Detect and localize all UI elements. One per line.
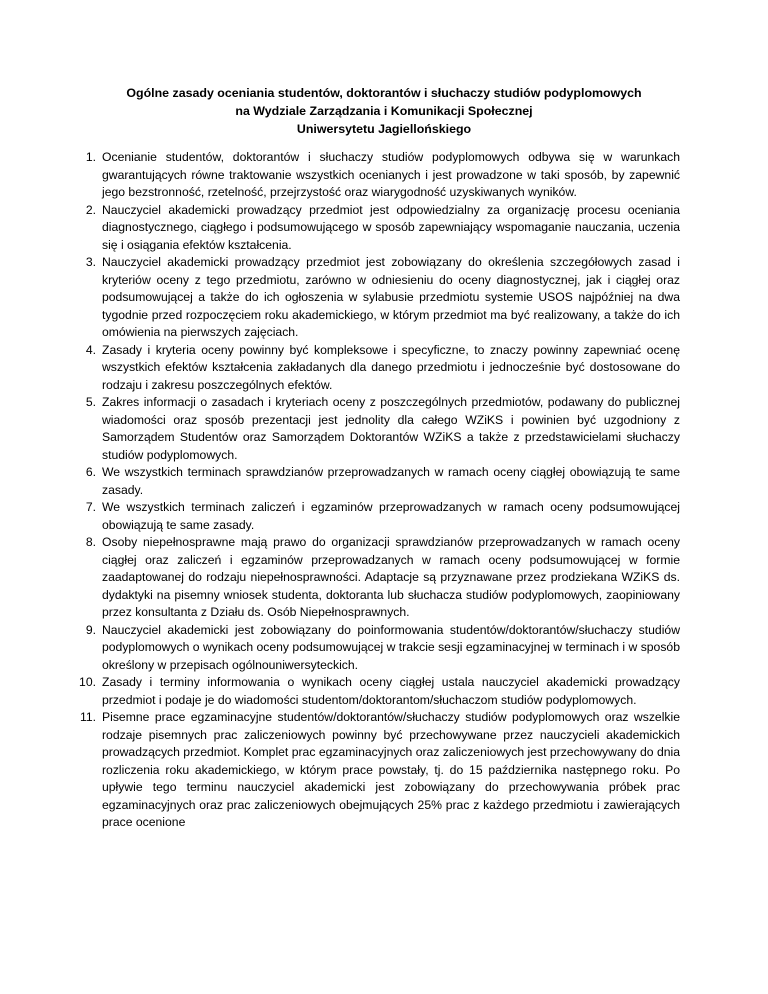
rule-item-9	[85, 622, 680, 675]
rule-text: Zasady i terminy informowania o wynikach oceny ciągłej ustala nauczyciel akademicki prowadzący przedmiot i podaje je do wiadomości studentom/doktorantom/słuchaczom studiów podyplomowych.	[102, 675, 680, 707]
rule-text: We wszystkich terminach sprawdzianów przeprowadzanych w ramach oceny ciągłej obowiązują te same zasady.	[102, 465, 680, 497]
rule-item-1	[85, 149, 680, 202]
rule-text: We wszystkich terminach zaliczeń i egzaminów przeprowadzanych w ramach oceny podsumowującej obowiązują te same zasady.	[102, 500, 680, 532]
rule-item-3	[85, 254, 680, 342]
rule-number: 9.	[85, 622, 96, 637]
rule-text: Nauczyciel akademicki prowadzący przedmiot jest odpowiedzialny za organizację procesu oceniania diagnostycznego, ciągłego i podsumowującego w sposób zapewniający wspomaganie nauczania, uczenia się i osiągania efektów kształcenia.	[102, 202, 680, 252]
rule-number: 3.	[85, 255, 96, 269]
rule-number: 7.	[85, 500, 96, 514]
document-title	[0, 84, 768, 138]
rule-text: Pisemne prace egzaminacyjne studentów/doktorantów/słuchaczy studiów podyplomowych oraz wszelkie rodzaje pisemnych prac zaliczeniowych powinny być przechowywane przez nauczycieli akademickich prowadzących przedmiot. Komplet prac egzaminacyjnych oraz zaliczeniowych jest przechowywany do dnia rozliczenia roku akademickiego, w którym prace powstały, tj. do 15 października następnego roku. Po upływie tego terminu nauczyciel akademicki jest zobowiązany do przechowywania próbek prac egzaminacyjnych oraz prac zaliczeniowych obejmujących 25% prac z każdego przedmiotu i zawierających prace ocenione	[102, 710, 680, 829]
rule-text: Osoby niepełnosprawne mają prawo do organizacji sprawdzianów przeprowadzanych w ramach oceny ciągłej oraz zaliczeń i egzaminów przeprowadzanych w ramach oceny podsumowującej w formie zaadaptowanej do rodzaju niepełnosprawności. Adaptacje są przyznawane przez prodziekana WZiKS ds. dydaktyki na pisemny wniosek studenta, doktoranta lub słuchacza studiów podyplomowych, zaopiniowany przez konsultanta z Działu ds. Osób Niepełnosprawnych.	[102, 535, 680, 619]
rule-item-4	[85, 342, 680, 395]
rule-item-5	[85, 394, 680, 464]
rule-number: 11.	[79, 710, 96, 724]
rule-item-6	[85, 464, 680, 499]
rule-number: 2.	[85, 202, 96, 217]
rule-text: Nauczyciel akademicki jest zobowiązany do poinformowania studentów/doktorantów/słuchaczy studiów podyplomowych o wynikach oceny podsumowującej w trakcie sesji egzaminacyjnej w terminach i w sposób określony w przepisach ogólnouniwersyteckich.	[102, 622, 680, 672]
rule-number: 8.	[85, 535, 96, 549]
title-line-1: Ogólne zasady oceniania studentów, doktorantów i słuchaczy studiów podyplomowych	[126, 86, 642, 100]
rule-item-8	[85, 534, 680, 622]
title-line-3: Uniwersytetu Jagiellońskiego	[296, 122, 472, 136]
rule-number: 4.	[85, 342, 96, 357]
rule-number: 6.	[85, 465, 96, 479]
rule-item-2	[85, 202, 680, 255]
rules-list	[79, 149, 680, 832]
rule-item-7	[85, 499, 680, 534]
rule-text: Nauczyciel akademicki prowadzący przedmiot jest zobowiązany do określenia szczegółowych zasad i kryteriów oceny z tego przedmiotu, zarówno w odniesieniu do oceny diagnostycznej, jak i ciągłej oraz podsumowującej a także do ich ogłoszenia w sylabusie przedmiotu systemie USOS najpóźniej na dwa tygodnie przed rozpoczęciem roku akademickiego, w którym przedmiot ma być realizowany, a także do ich omówienia na pierwszych zajęciach.	[102, 255, 680, 339]
rule-text: Zasady i kryteria oceny powinny być kompleksowe i specyficzne, to znaczy powinny zapewniać ocenę wszystkich efektów kształcenia zakładanych dla danego przedmiotu i jednocześnie być dostosowane do rodzaju i zakresu poszczególnych efektów.	[102, 342, 680, 392]
rule-text: Ocenianie studentów, doktorantów i słuchaczy studiów podyplomowych odbywa się w warunkach gwarantujących równe traktowanie wszystkich ocenianych i jest prowadzone w taki sposób, by zapewnić jego bezstronność, rzetelność, przejrzystość oraz wiarygodność uzyskiwanych wyników.	[102, 150, 680, 199]
rule-text: Zakres informacji o zasadach i kryteriach oceny z poszczególnych przedmiotów, podawany do publicznej wiadomości oraz sposób prezentacji jest jednolity dla całego WZiKS i powinien być uzgodniony z Samorządem Studentów oraz Samorządem Doktorantów WZiKS a także z przedstawicielami słuchaczy studiów podyplomowych.	[102, 395, 680, 462]
rule-item-11	[79, 709, 680, 832]
rule-item-10	[79, 674, 680, 709]
rule-number: 1.	[85, 150, 96, 164]
rule-number: 5.	[85, 395, 96, 409]
title-line-2: na Wydziale Zarządzania i Komunikacji Społecznej	[235, 104, 533, 118]
rule-number: 10.	[79, 675, 96, 689]
